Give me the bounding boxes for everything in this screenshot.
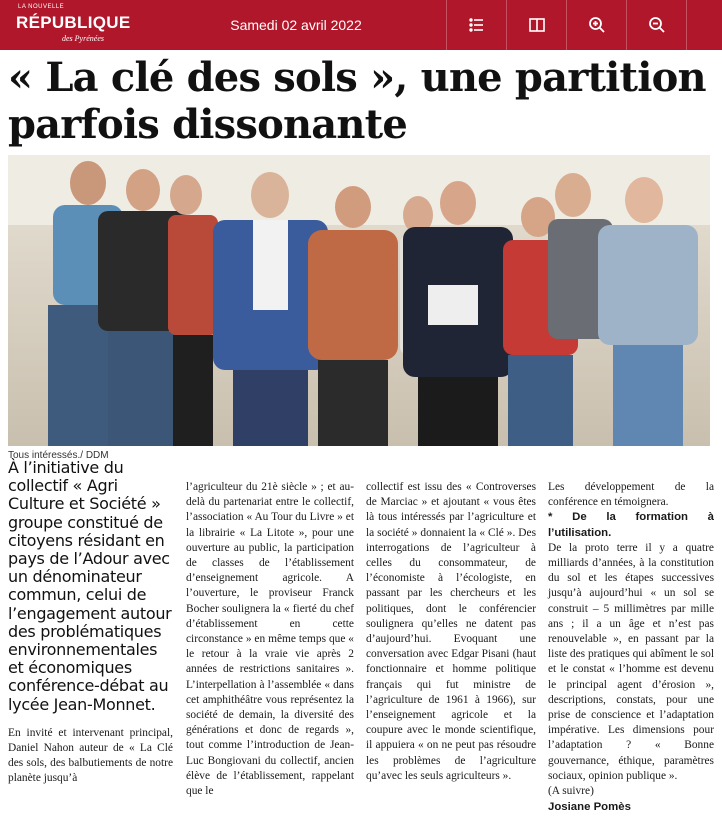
article-column-3 [366, 480, 536, 784]
article-column-2 [186, 480, 354, 799]
article-photo [8, 155, 710, 446]
newspaper-logo[interactable] [12, 4, 132, 46]
logo-main-text: RÉPUBLIQUE [16, 13, 131, 32]
article-column-1 [8, 459, 173, 787]
zoom-out-icon [648, 16, 666, 34]
column-4-subhead: * De la formation à l’utilisation. [548, 511, 714, 539]
logo-sub-text: des Pyrénées [62, 34, 104, 43]
article-column-4 [548, 480, 714, 815]
list-button[interactable] [446, 0, 506, 50]
list-icon [468, 16, 486, 34]
zoom-out-button[interactable] [626, 0, 686, 50]
column-2-text: l’agriculteur du 21è siècle » ; et au-delà du partenariat entre le collectif, l’association « Au Tour du Livre » et la librairie « La Litote », pour une ouverture au public, la participation de classes de l’établissement d’enseignement agricole. A l’ouverture, le proviseur Franck Bocher soulignera la « fierté du chef d’établissement en cette circonstance » en même temps que « le retour à la vraie vie après 2 années de restrictions sanitaires ». L’interpellation à l’assemblée « dans cet amphithéâtre vous représentez la société de demain, la diversité des générations et donc de regards », tout comme l’introduction de Jean-Luc Bongiovani du collectif, ancien élève de l’établissement, rappelant que le [186, 481, 354, 798]
zoom-in-icon [588, 16, 606, 34]
photo-caption: Tous intéressés./ DDM [8, 450, 109, 461]
column-4-text-a: Les développement de la conférence en témoignera. [548, 481, 714, 509]
top-bar [0, 0, 722, 50]
column-4-text-b: De la proto terre il y a quatre milliards d’années, à la constitution du sol et les étapes successives jusqu’à aujourd’hui « un sol se construit – 5 millimètres par mille ans ; il a un âge et n’est pas renouvelable », en passant par la liste des pratiques qui abîment le sol et le constat « l’homme est devenu le principal agent d’érosion », descriptions, constats, pour une prise de conscience et l’adaptation impérative. Les dimensions pour l’adaptation ? « Bonne gouvernance, éthique, paramètres sociaux, opinion publique ». [548, 541, 714, 782]
zoom-in-button[interactable] [566, 0, 626, 50]
article-lead: À l’initiative du collectif « Agri Culture et Société » groupe constitué de citoyens résidant en pays de l’Adour avec un dénominateur commun, celui de l’engagement autour des problématiques environnementales et économiques conférence-débat au lycée Jean-Monnet. [8, 458, 172, 714]
toolbar-end [686, 0, 722, 50]
logo-top-text: LA NOUVELLE [18, 4, 65, 10]
column-3-text: collectif est issu des « Controverses de Marciac » et ajoutant « vous êtes là tous intéressés par l’agriculture et la société » donnaient la « Clé ». Des interrogations de l’agriculteur à celles du consommateur, de l’économiste à l’écologiste, en passant par les chercheurs et les politiques, dont le conférencier soulignera qu’elles ne datent pas d’aujourd’hui. Evoquant une conversation avec Edgar Pisani (haut fonctionnaire et homme politique français qui fut ministre de l’agriculture de 1961 à 1966), sur l’enseignement agricole et la coupure avec le monde scientifique, il appuiera « on ne peut pas résoudre les problèmes de l’agriculture qu’avec les seuls agriculteurs ». [366, 481, 536, 782]
two-pages-button[interactable] [506, 0, 566, 50]
group-photo-illustration [8, 155, 710, 446]
two-pages-icon [528, 16, 546, 34]
issue-date: Samedi 02 avril 2022 [230, 17, 362, 33]
author-signature: Josiane Pomès [548, 801, 631, 814]
article-headline: « La clé des sols », une partition parfois dissonante [8, 54, 706, 148]
column-1-text: En invité et intervenant principal, Daniel Nahon auteur de « La Clé des sols, des balbutiements de notre planète jusqu’à [8, 726, 173, 785]
to-be-continued: (A suivre) [548, 785, 594, 798]
